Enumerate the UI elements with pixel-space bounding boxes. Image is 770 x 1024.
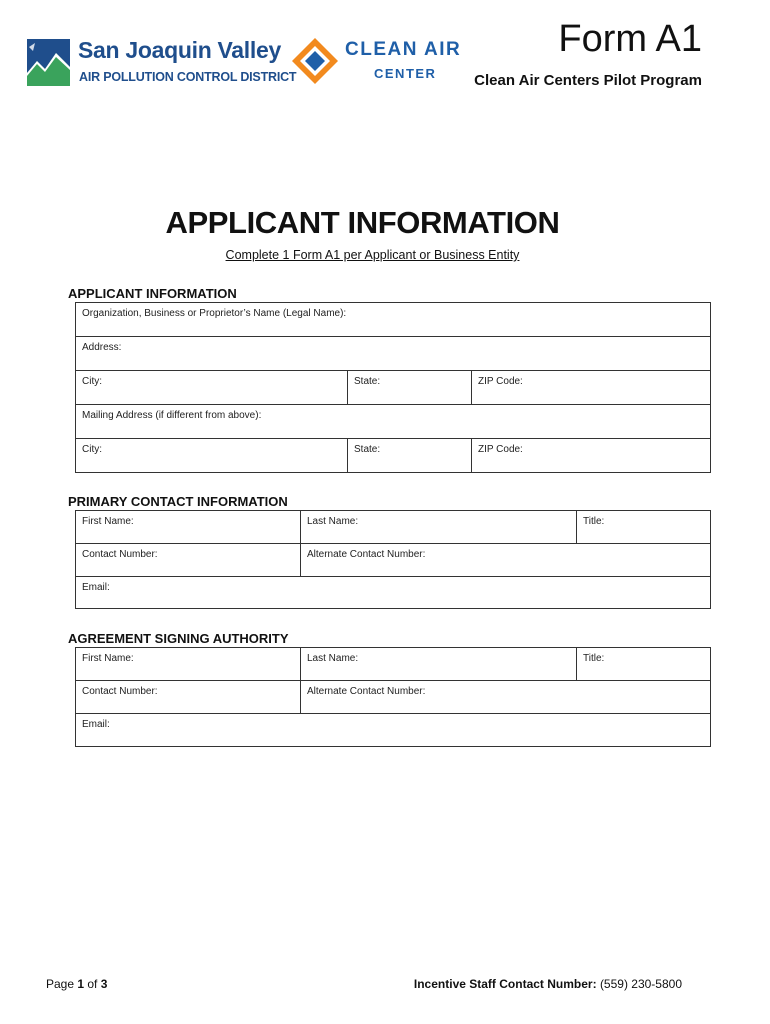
staff-contact-number: (559) 230-5800 <box>599 977 682 991</box>
state-label: State: <box>354 376 381 387</box>
page-of: of <box>84 977 101 991</box>
contact-first-name-field[interactable] <box>76 511 301 544</box>
contact-alt-number-label: Alternate Contact Number: <box>307 549 426 560</box>
contact-title-label: Title: <box>583 516 605 527</box>
signer-contact-number-field[interactable] <box>76 681 301 714</box>
mailing-address-field[interactable] <box>76 405 711 439</box>
signer-title-label: Title: <box>583 653 605 664</box>
table-row <box>76 648 711 681</box>
table-row <box>76 337 711 371</box>
signer-title-field[interactable] <box>577 648 711 681</box>
mailing-city-field[interactable] <box>76 439 348 473</box>
address-label: Address: <box>82 342 122 353</box>
zip-field[interactable] <box>472 371 711 405</box>
table-row <box>76 681 711 714</box>
state-field[interactable] <box>348 371 472 405</box>
contact-section-heading: PRIMARY CONTACT INFORMATION <box>68 494 288 509</box>
org-name-label: Organization, Business or Proprietor’s Name (Legal Name): <box>82 308 347 319</box>
form-id: Form A1 <box>558 18 702 60</box>
signer-last-name-field[interactable] <box>301 648 577 681</box>
contact-title-field[interactable] <box>577 511 711 544</box>
page-total: 3 <box>100 977 108 991</box>
mailing-state-field[interactable] <box>348 439 472 473</box>
mailing-city-label: City: <box>82 444 102 455</box>
signer-first-name-label: First Name: <box>82 653 134 664</box>
contact-number-label: Contact Number: <box>82 549 158 560</box>
page-current: 1 <box>77 977 85 991</box>
contact-email-field[interactable] <box>76 577 711 609</box>
page-title: APPLICANT INFORMATION <box>165 205 560 240</box>
table-row <box>76 439 711 473</box>
contact-last-name-label: Last Name: <box>307 516 359 527</box>
table-row <box>76 511 711 544</box>
table-row <box>76 544 711 577</box>
contact-first-name-label: First Name: <box>82 516 134 527</box>
table-row <box>76 371 711 405</box>
signer-alt-number-label: Alternate Contact Number: <box>307 686 426 697</box>
signing-section-heading: AGREEMENT SIGNING AUTHORITY <box>68 631 289 646</box>
signer-last-name-label: Last Name: <box>307 653 359 664</box>
applicant-table <box>75 302 711 473</box>
sjv-logo-name: San Joaquin Valley <box>78 37 281 63</box>
city-field[interactable] <box>76 371 348 405</box>
staff-contact <box>414 977 682 991</box>
contact-email-label: Email: <box>82 582 110 593</box>
table-row <box>76 405 711 439</box>
applicant-section-heading: APPLICANT INFORMATION <box>68 286 237 301</box>
clean-air-center-logo <box>290 36 470 88</box>
signer-contact-number-label: Contact Number: <box>82 686 158 697</box>
sjv-apcd-logo <box>27 37 297 91</box>
city-label: City: <box>82 376 102 387</box>
signer-alt-number-field[interactable] <box>301 681 711 714</box>
page-prefix: Page <box>46 977 78 991</box>
page-number <box>46 977 107 991</box>
table-row <box>76 577 711 609</box>
contact-number-field[interactable] <box>76 544 301 577</box>
mailing-address-label: Mailing Address (if different from above): <box>82 410 262 421</box>
zip-label: ZIP Code: <box>478 376 523 387</box>
signer-email-label: Email: <box>82 719 110 730</box>
mountain-logo-icon <box>27 39 70 86</box>
contact-last-name-field[interactable] <box>301 511 577 544</box>
sjv-logo-subtitle: AIR POLLUTION CONTROL DISTRICT <box>79 70 297 84</box>
contact-table <box>75 510 711 609</box>
page-subtitle: Complete 1 Form A1 per Applicant or Business Entity <box>225 248 520 262</box>
signing-table <box>75 647 711 747</box>
contact-alt-number-field[interactable] <box>301 544 711 577</box>
mailing-zip-field[interactable] <box>472 439 711 473</box>
table-row <box>76 303 711 337</box>
signer-first-name-field[interactable] <box>76 648 301 681</box>
mailing-zip-label: ZIP Code: <box>478 444 523 455</box>
mailing-state-label: State: <box>354 444 381 455</box>
org-name-field[interactable] <box>76 303 711 337</box>
ca-logo-subtitle: CENTER <box>374 66 437 81</box>
signer-email-field[interactable] <box>76 714 711 747</box>
program-name: Clean Air Centers Pilot Program <box>474 72 702 89</box>
table-row <box>76 714 711 747</box>
staff-contact-label: Incentive Staff Contact Number: <box>413 977 597 991</box>
address-field[interactable] <box>76 337 711 371</box>
ca-logo-title: CLEAN AIR <box>345 39 462 60</box>
diamond-logo-icon <box>290 36 340 86</box>
